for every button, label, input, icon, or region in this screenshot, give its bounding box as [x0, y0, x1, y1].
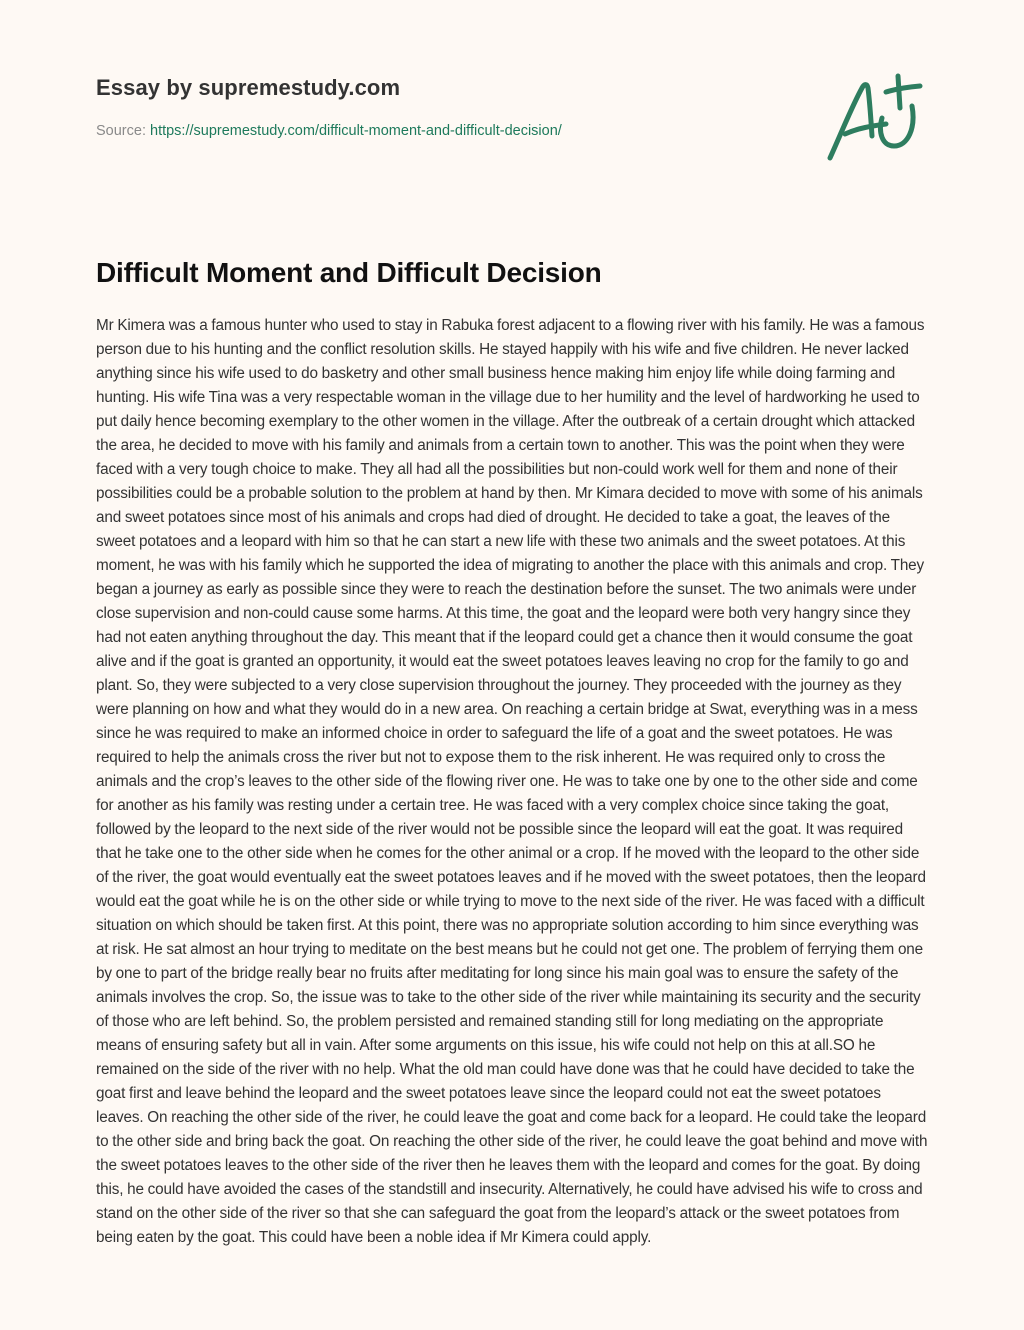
- source-line: [96, 122, 796, 140]
- source-label: Source:: [96, 123, 150, 139]
- source-link[interactable]: https://supremestudy.com/difficult-moment-and-difficult-decision/: [150, 123, 562, 139]
- article-body: Mr Kimera was a famous hunter who used to stay in Rabuka forest adjacent to a flowing river with his family. He was a famous person due to his hunting and the conflict resolution skills. He stayed happily with his wife and five children. He never lacked anything since his wife used to do basketry and other small business hence making him enjoy life while doing farming and hunting. His wife Tina was a very respectable woman in the village due to her humility and the level of hardworking he used to put daily hence becoming exemplary to the other women in the village. After the outbreak of a certain drought which attacked the area, he decided to move with his family and animals from a certain town to another. This was the point when they were faced with a very tough choice to make. They all had all the possibilities but non-could work well for them and none of their possibilities could be a probable solution to the problem at hand by then. Mr Kimara decided to move with some of his animals and sweet potatoes since most of his animals and crops had died of drought. He decided to take a goat, the leaves of the sweet potatoes and a leopard with him so that he can start a new life with these two animals and the sweet potatoes. At this moment, he was with his family which he supported the idea of migrating to another the place with this animals and crop. They began a journey as early as possible since they were to reach the destination before the sunset. The two animals were under close supervision and non-could cause some harms. At this time, the goat and the leopard were both very hangry since they had not eaten anything throughout the day. This meant that if the leopard could get a chance then it would consume the goat alive and if the goat is granted an opportunity, it would eat the sweet potatoes leaves leaving no crop for the family to go and plant. So, they were subjected to a very close supervision throughout the journey. They proceeded with the journey as they were planning on how and what they would do in a new area. On reaching a certain bridge at Swat, everything was in a mess since he was required to make an informed choice in order to safeguard the life of a goat and the sweet potatoes. He was required to help the animals cross the river but not to expose them to the risk inherent. He was required only to cross the animals and the crop’s leaves to the other side of the flowing river one. He was to take one by one to the other side and come for another as his family was resting under a certain tree. He was faced with a very complex choice since taking the goat, followed by the leopard to the next side of the river would not be possible since the leopard will eat the goat. It was required that he take one to the other side when he comes for the other animal or a crop. If he moved with the leopard to the other side of the river, the goat would eventually eat the sweet potatoes leaves and if he moved with the sweet potatoes, then the leopard would eat the goat while he is on the other side or while trying to move to the next side of the river. He was faced with a difficult situation on which should be taken first. At this point, there was no appropriate solution according to him since everything was at risk. He sat almost an hour trying to meditate on the best means but he could not get one. The problem of ferrying them one by one to part of the bridge really bear no fruits after meditating for long since his main goal was to ensure the safety of the animals involves the crop. So, the issue was to take to the other side of the river while maintaining its security and the security of those who are left behind. So, the problem persisted and remained standing still for long mediating on the appropriate means of ensuring safety but all in vain. After some arguments on this issue, his wife could not help on this at all.SO he remained on the side of the river with no help. What the old man could have done was that he could have decided to take the goat first and leave behind the leopard and the sweet potatoes leave since the leopard could not eat the sweet potatoes leaves. On reaching the other side of the river, he could leave the goat and come back for a leopard. He could take the leopard to the other side and bring back the goat. On reaching the other side of the river, he could leave the goat behind and move with the sweet potatoes leaves to the other side of the river then he leaves them with the leopard and comes for the goat. By doing this, he could have avoided the cases of the standstill and insecurity. Alternatively, he could have advised his wife to cross and stand on the other side of the river so that she can safeguard the goat from the leopard’s attack or the sweet potatoes from being eaten by the goat. This could have been a noble idea if Mr Kimera could apply.: [96, 317, 928, 1246]
- article-title: Difficult Moment and Difficult Decision: [96, 257, 602, 288]
- page-header: [96, 74, 796, 140]
- site-title: Essay by supremestudy.com: [96, 75, 401, 100]
- a-plus-grade-icon: [820, 66, 930, 166]
